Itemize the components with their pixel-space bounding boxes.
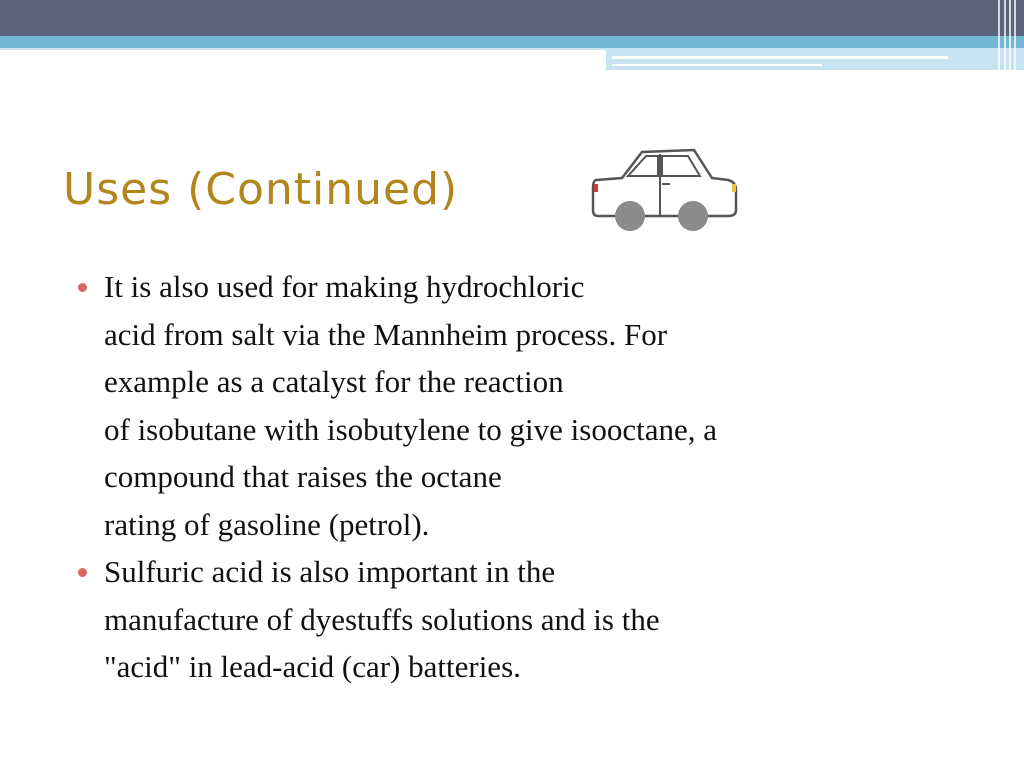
bullet-text-line: Sulfuric acid is also important in the — [104, 554, 556, 589]
header-decoration-stripes — [994, 0, 1024, 70]
header-decoration-line — [612, 56, 948, 59]
header-bar — [0, 0, 1024, 36]
bullet-text-line: example as a catalyst for the reaction — [104, 364, 564, 399]
list-item — [74, 548, 994, 691]
bullet-icon — [78, 283, 87, 292]
car-icon — [590, 142, 740, 236]
bullet-text-line: acid from salt via the Mannheim process. For — [104, 316, 668, 352]
header-accent-band — [0, 36, 1024, 48]
list-item — [74, 263, 994, 548]
bullet-text-line: compound that raises the octane — [104, 459, 502, 494]
bullet-text-line: manufacture of dyestuffs solutions and is the — [104, 601, 660, 637]
bullet-list — [74, 263, 994, 691]
bullet-text-line: rating of gasoline (petrol). — [104, 506, 430, 542]
slide-title: Uses (Continued) — [63, 164, 459, 215]
header-decoration-line — [612, 64, 822, 66]
bullet-text-line: It is also used for making hydrochloric — [104, 269, 585, 304]
bullet-text-line: of isobutane with isobutylene to give isooctane, a — [104, 411, 717, 447]
bullet-icon — [78, 568, 87, 577]
header-decoration — [606, 48, 1024, 70]
header-light-band — [0, 48, 606, 50]
bullet-text-line: "acid" in lead-acid (car) batteries. — [104, 649, 521, 684]
